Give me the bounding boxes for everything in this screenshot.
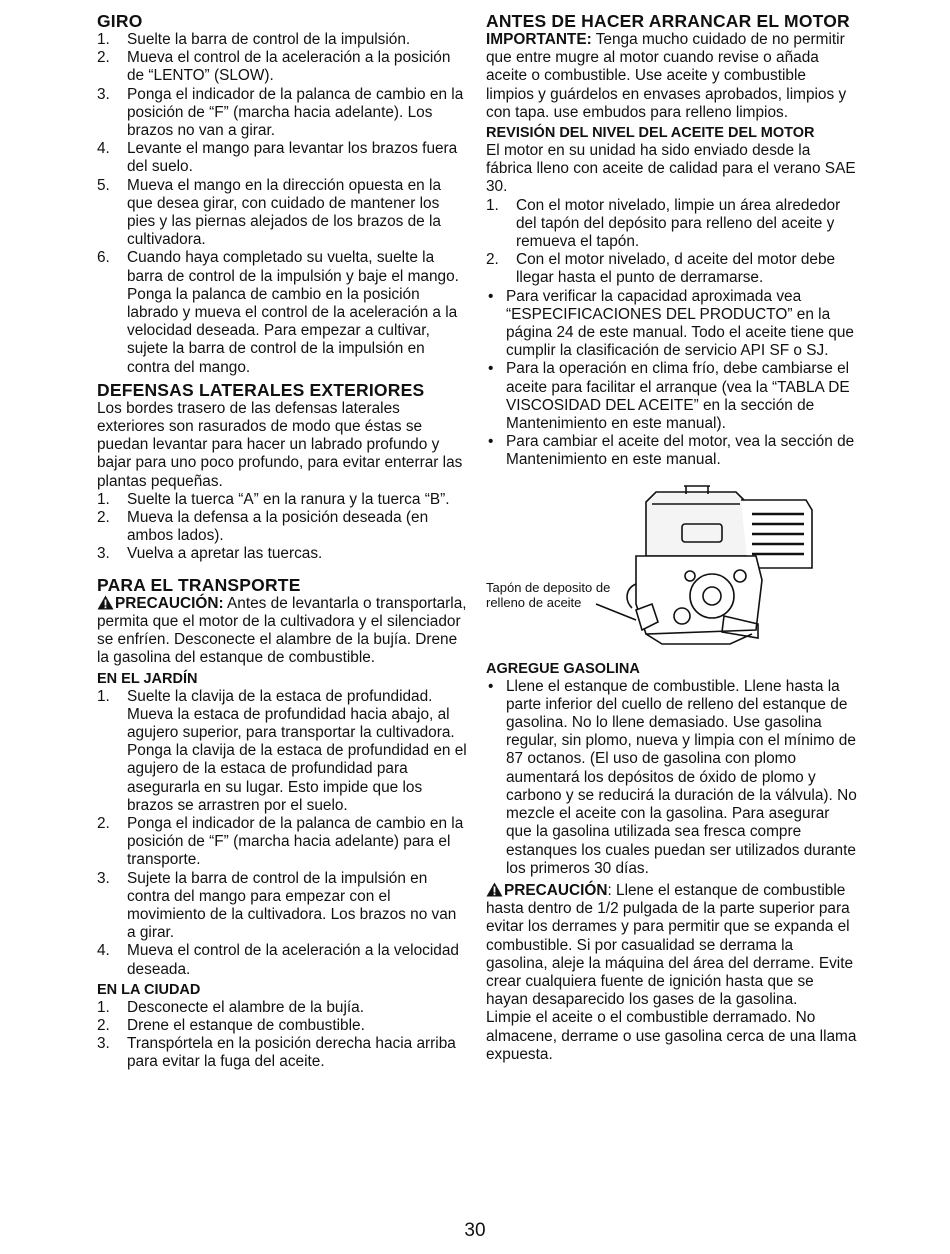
section-giro: [97, 12, 469, 377]
section-title-transporte: PARA EL TRANSPORTE: [97, 574, 301, 595]
list-item: 3. Ponga el indicador de la palanca de cambio en la posición de “F” (marcha hacia adelante). Los brazos no van a girar.: [97, 85, 464, 140]
section-transporte: [97, 576, 469, 1072]
section-gasolina: [486, 660, 858, 1064]
section-title-giro: GIRO: [97, 11, 143, 31]
section-title-antes: ANTES DE HACER ARRANCAR EL MOTOR: [486, 11, 850, 31]
list-item: 6. Cuando haya completado su vuelta, suelte la barra de control de la impulsión y baje el mango. Ponga la palanca de cambio en la posición labrado y mueva el control de la aceleración a la velocidad deseada. Para empezar a cultivar, sujete la barra de control de la impulsión en contra del mango.: [97, 249, 459, 376]
section-revision: [486, 124, 858, 654]
subsection-title-ciudad: EN LA CIUDAD: [97, 981, 201, 998]
warning-triangle-icon: [486, 882, 503, 897]
list-item: 1. Suelte la tuerca “A” en la ranura y la tuerca “B”.: [97, 490, 450, 508]
gasolina-caution: PRECAUCIÓN: Llene el estanque de combustible hasta dentro de 1/2 pulgada de la parte superior para evitar los derrames y para permitir que se expanda el combustible. Si por casualidad se derrama la gasolina, aleje la máquina del área del derrame. Evite crear cualquiera fuente de ignición hasta que se hayan desaparecido los gases de la gasolina.: [486, 881, 854, 1009]
list-item: 2. Mueva el control de la aceleración a la posición de “LENTO” (SLOW).: [97, 49, 451, 85]
list-item: 2. Drene el estanque de combustible.: [97, 1016, 365, 1034]
list-item: • Para cambiar el aceite del motor, vea la sección de Mantenimiento en este manual.: [488, 433, 855, 469]
revision-intro: El motor en su unidad ha sido enviado desde la fábrica lleno con aceite de calidad para el verano SAE 30.: [486, 142, 856, 196]
list-item: 2. Mueva la defensa a la posición deseada (en ambos lados).: [97, 509, 429, 545]
jardin-list: [97, 688, 469, 979]
giro-list: [97, 31, 469, 377]
list-item: 2. Con el motor nivelado, d aceite del motor debe llegar hasta el punto de derramarse.: [486, 251, 836, 287]
list-item: • Para verificar la capacidad aproximada vea “ESPECIFICACIONES DEL PRODUCTO” en la página 24 de este manual. Todo el aceite tiene que cumplir la clasificación de servicio API SF o SJ.: [488, 287, 854, 360]
gasolina-bullets: [486, 678, 858, 878]
list-item: 1. Suelte la barra de control de la impulsión.: [97, 31, 411, 48]
list-item: 5. Mueva el mango en la dirección opuesta en la que desea girar, con cuidado de mantener los pies y las piernas alejados de los brazos de la cultivadora.: [97, 176, 441, 249]
subsection-title-jardin: EN EL JARDÍN: [97, 670, 198, 687]
list-item: • Para la operación en clima frío, debe cambiarse el aceite para facilitar el arranque (vea la “TABLA DE VISCOSIDAD DEL ACEITE” en la sección de Mantenimiento en este manual).: [488, 360, 850, 433]
transporte-caution: PRECAUCIÓN: Antes de levantarla o transportarla, permita que el motor de la cultivadora y el silenciador se enfríen. Desconecte el alambre de la bujía. Drene la gasolina del estanque de combustible.: [97, 594, 467, 667]
list-item: 1. Suelte la clavija de la estaca de profundidad. Mueva la estaca de profundidad hacia abajo, al agujero superior, para transportar la cultivadora. Ponga la clavija de la estaca de profundidad en el agujero de la estaca de profundidad para asegurarla en su lugar. Esto impide que los brazos se arrastren por el suelo.: [97, 687, 467, 814]
revision-list: [486, 197, 858, 288]
list-item: 2. Ponga el indicador de la palanca de cambio en la posición de “F” (marcha hacia adelante) para el transporte.: [97, 814, 464, 869]
right-column: [486, 12, 858, 1064]
engine-illustration: [486, 484, 858, 654]
defensas-list: [97, 491, 469, 564]
list-item: 3. Sujete la barra de control de la impulsión en contra del mango para empezar con el movimiento de la cultivadora. Los brazos no van a girar.: [97, 869, 457, 942]
gasolina-final-note: Limpie el aceite o el combustible derramado. No almacene, derrame o use gasolina cerca de una llama expuesta.: [486, 1009, 857, 1063]
list-item: 4. Levante el mango para levantar los brazos fuera del suelo.: [97, 140, 458, 176]
figure-caption: Tapón de deposito de relleno de aceite: [486, 579, 611, 611]
list-item: 1. Con el motor nivelado, limpie un área alrededor del tapón del depósito para relleno del aceite y remueva el tapón.: [486, 196, 841, 251]
list-item: 3. Transpórtela en la posición derecha hacia arriba para evitar la fuga del aceite.: [97, 1035, 456, 1071]
important-note: IMPORTANTE: Tenga mucho cuidado de no permitir que entre mugre al motor cuando revise o añada aceite o combustible. Use aceite y combustible limpios y guárdelos en envases aprobados, limpios y con tapa. use embudos para relleno limpios.: [486, 31, 847, 121]
list-item: 3. Vuelva a apretar las tuercas.: [97, 545, 323, 563]
section-defensas: [97, 381, 469, 564]
list-item: 1. Desconecte el alambre de la bujía.: [97, 998, 364, 1016]
list-item: • Llene el estanque de combustible. Llene hasta la parte inferior del cuello de relleno del estanque de gasolina. No lo llene demasiado. Use gasolina regular, sin plomo, nueva y limpia con el mínimo de 87 octanos. (El uso de gasolina con plomo aumentará los depósitos de óxido de plomo y carbono y se reducirá la duración de la válvula). No mezcle el aceite con la gasolina. Para asegurar que la gasolina utilizada sea fresca compre estanques los cuales puedan ser utilizados durante los primeros 30 días.: [488, 677, 857, 877]
ciudad-list: [97, 999, 469, 1072]
defensas-intro: Los bordes trasero de las defensas laterales exteriores son rasurados de modo que éstas se puedan levantar para hacer un labrado profundo y bajar para uno poco profundo, para evitar enterrar las plantas pequeñas.: [97, 399, 463, 490]
section-antes: [486, 12, 858, 122]
list-item: 4. Mueva el control de la aceleración a la velocidad deseada.: [97, 942, 459, 978]
subsection-title-revision: REVISIÓN DEL NIVEL DEL ACEITE DEL MOTOR: [486, 125, 815, 142]
revision-bullets: [486, 288, 858, 470]
left-column: [97, 12, 469, 1072]
section-title-defensas: DEFENSAS LATERALES EXTERIORES: [97, 379, 425, 400]
engine-figure: [486, 484, 858, 654]
page-number: 30: [464, 1220, 486, 1241]
subsection-title-gasolina: AGREGUE GASOLINA: [486, 660, 640, 677]
warning-triangle-icon: [97, 595, 114, 610]
